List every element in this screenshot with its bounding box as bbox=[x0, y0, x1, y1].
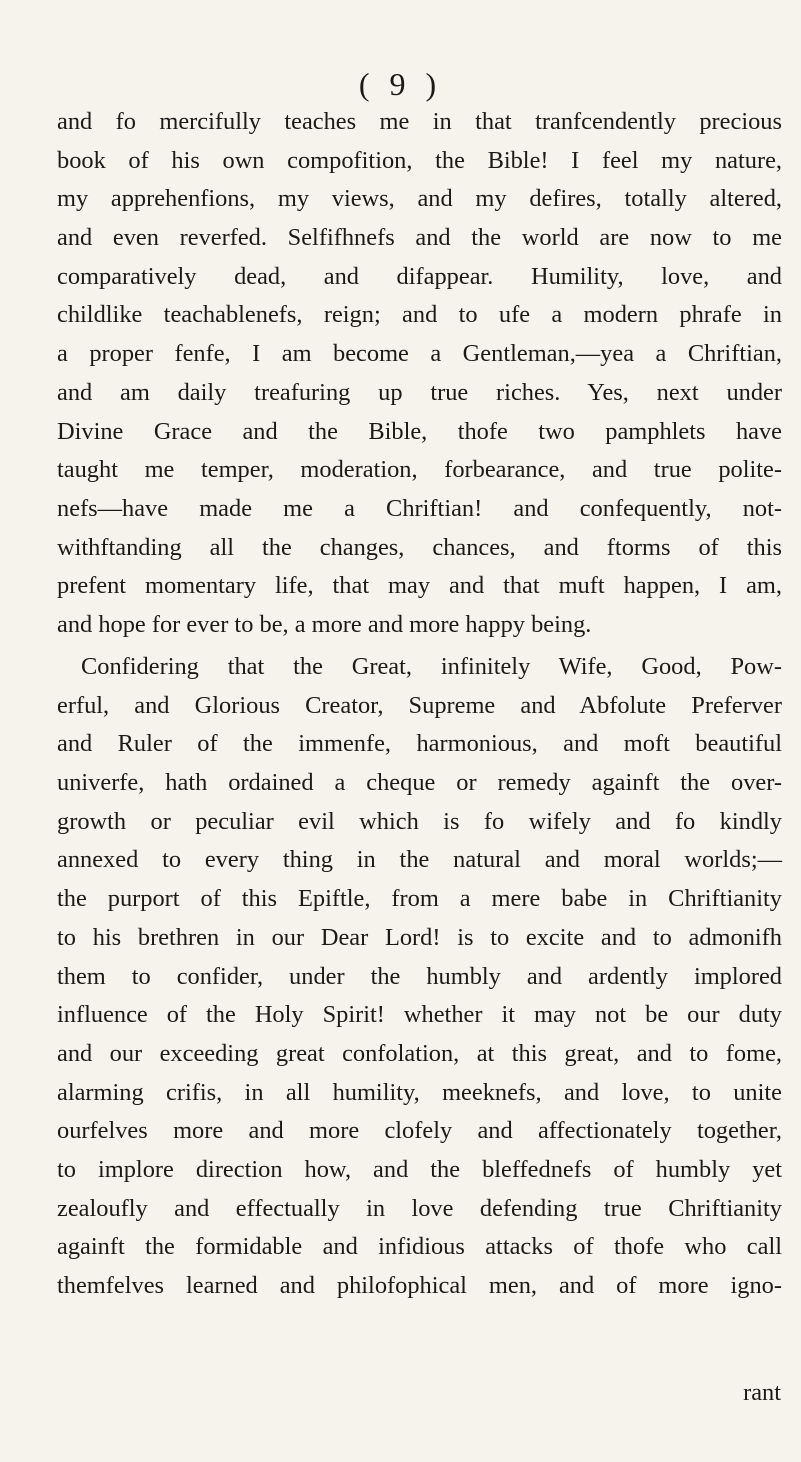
text-line: taught me temper, moderation, forbearance, and true polite- bbox=[57, 456, 782, 484]
text-line: nefs—have made me a Chriftian! and confequently, not- bbox=[57, 494, 782, 522]
page-number: ( 9 ) bbox=[358, 66, 443, 102]
text-line: erful, and Glorious Creator, Supreme and Abfolute Preferver bbox=[57, 691, 782, 719]
text-line: book of his own compofition, the Bible! I feel my nature, bbox=[57, 146, 782, 174]
text-line: and our exceeding great confolation, at this great, and to fome, bbox=[57, 1039, 782, 1067]
paragraph-1 bbox=[57, 103, 782, 645]
text-line: withftanding all the changes, chances, and ftorms of this bbox=[57, 533, 782, 561]
text-line: Confidering that the Great, infinitely Wife, Good, Pow- bbox=[81, 653, 782, 680]
catchword: rant bbox=[743, 1379, 781, 1406]
paragraph-2 bbox=[57, 648, 782, 1306]
text-line: againft the formidable and infidious attacks of thofe who call bbox=[57, 1233, 782, 1261]
text-line: comparatively dead, and difappear. Humility, love, and bbox=[57, 262, 782, 290]
text-line: a proper fenfe, I am become a Gentleman,—yea a Chriftian, bbox=[57, 340, 782, 368]
text-line: and hope for ever to be, a more and more happy being. bbox=[57, 610, 592, 638]
text-line: them to confider, under the humbly and ardently implored bbox=[57, 962, 782, 990]
text-line: and even reverfed. Selfifhnefs and the world are now to me bbox=[57, 224, 782, 252]
text-line: prefent momentary life, that may and that muft happen, I am, bbox=[57, 572, 782, 600]
text-line: ourfelves more and more clofely and affectionately together, bbox=[57, 1117, 782, 1145]
text-line: zealoufly and effectually in love defending true Chriftianity bbox=[57, 1194, 782, 1222]
text-line: themfelves learned and philofophical men, and of more igno- bbox=[57, 1272, 782, 1299]
text-line: my apprehenfions, my views, and my defires, totally altered, bbox=[57, 185, 782, 213]
text-line: the purport of this Epiftle, from a mere babe in Chriftianity bbox=[57, 885, 782, 913]
text-line: Divine Grace and the Bible, thofe two pamphlets have bbox=[57, 417, 782, 445]
text-line: and fo mercifully teaches me in that tranfcendently precious bbox=[57, 108, 782, 135]
text-line: growth or peculiar evil which is fo wifely and fo kindly bbox=[57, 807, 782, 835]
text-line: and Ruler of the immenfe, harmonious, and moft beautiful bbox=[57, 730, 782, 758]
text-line: alarming crifis, in all humility, meeknefs, and love, to unite bbox=[57, 1078, 782, 1106]
text-line: univerfe, hath ordained a cheque or remedy againft the over- bbox=[57, 769, 782, 797]
text-line: annexed to every thing in the natural and moral worlds;— bbox=[57, 846, 782, 874]
text-line: childlike teachablenefs, reign; and to ufe a modern phrafe in bbox=[57, 301, 782, 329]
text-line: influence of the Holy Spirit! whether it may not be our duty bbox=[57, 1001, 782, 1029]
text-line: to implore direction how, and the bleffednefs of humbly yet bbox=[57, 1155, 782, 1183]
text-line: to his brethren in our Dear Lord! is to excite and to admonifh bbox=[57, 923, 782, 951]
text-line: and am daily treafuring up true riches. Yes, next under bbox=[57, 378, 782, 406]
